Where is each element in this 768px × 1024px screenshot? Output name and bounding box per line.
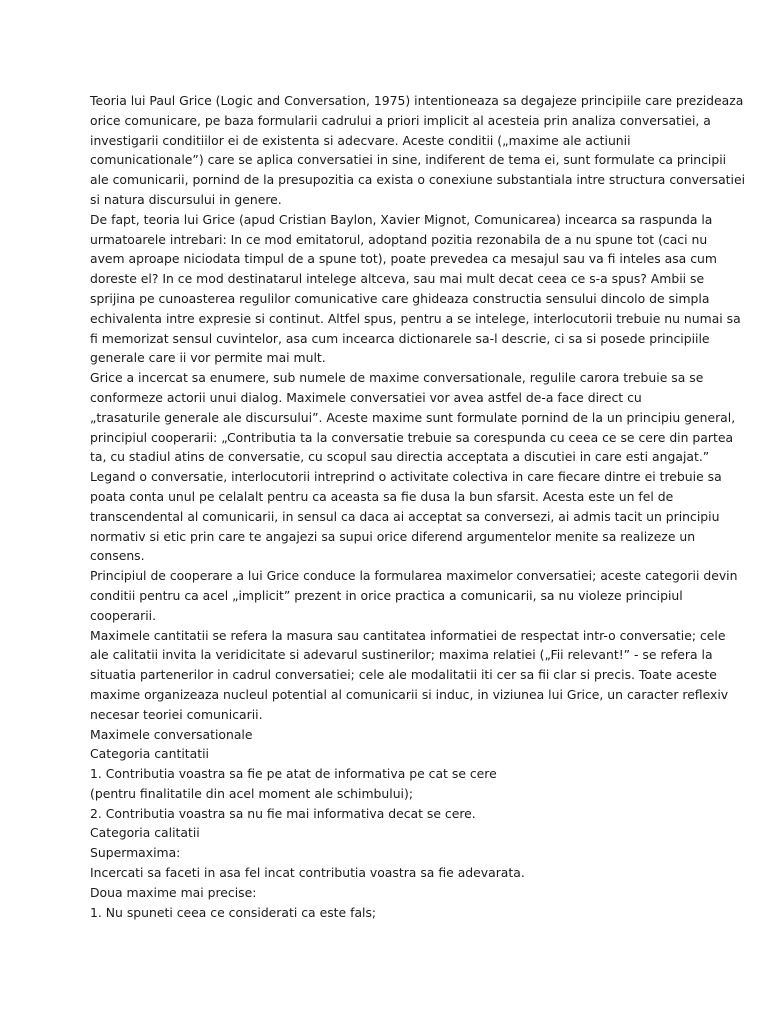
text-line: echivalenta intre expresie si continut. Altfel spus, pentru a se intelege, interlocutorii trebuie nu numai sa bbox=[90, 310, 741, 326]
text-line: Teoria lui Paul Grice (Logic and Conversation, 1975) intentioneaza sa degajeze principiile care prezideaza bbox=[90, 93, 744, 108]
text-line: transcendental al comunicarii, in sensul ca daca ai acceptat sa conversezi, ai admis tacit un principiu bbox=[90, 508, 720, 524]
text-line: poata conta unul pe celalalt pentru ca aceasta sa fie dusa la bun sfarsit. Acesta este un fel de bbox=[90, 488, 674, 504]
text-line: doreste el? In ce mod destinatarul intelege altceva, sau mai mult decat ceea ce s-a spus? Ambii se bbox=[90, 271, 705, 287]
text-line: Categoria cantitatii bbox=[90, 746, 209, 762]
text-line: Maximele cantitatii se refera la masura sau cantitatea informatiei de respectat intr-o conversatie; cele bbox=[90, 627, 726, 643]
text-line: comunicationale”) care se aplica conversatiei in sine, indiferent de tema ei, sunt formulate ca principii bbox=[90, 152, 727, 168]
text-line: „trasaturile generale ale discursului”. Aceste maxime sunt formulate pornind de la un principiu general, bbox=[90, 409, 736, 425]
text-line: si natura discursului in genere. bbox=[90, 191, 282, 207]
text-line: urmatoarele intrebari: In ce mod emitatorul, adoptand pozitia rezonabila de a nu spune tot (caci nu bbox=[90, 231, 708, 247]
text-line: necesar teoriei comunicarii. bbox=[90, 706, 263, 722]
text-line: avem aproape niciodata timpul de a spune tot), poate prevedea ca mesajul sau va fi inteles asa cum bbox=[90, 251, 717, 267]
text-line: maxime organizeaza nucleul potential al comunicarii si induc, in viziunea lui Grice, un caracter reflexiv bbox=[90, 686, 729, 702]
text-line: (pentru finalitatile din acel moment ale schimbului); bbox=[90, 785, 414, 801]
text-line: 2. Contributia voastra sa nu fie mai informativa decat se cere. bbox=[90, 805, 476, 821]
text-line: sprijina pe cunoasterea regulilor comunicative care ghideaza constructia sensului dincolo de simpla bbox=[90, 290, 710, 306]
text-line: Categoria calitatii bbox=[90, 825, 200, 841]
text-line: ta, cu stadiul atins de conversatie, cu scopul sau directia acceptata a discutiei in care esti angajat.” bbox=[90, 449, 710, 465]
text-line: Legand o conversatie, interlocutorii intreprind o activitate colectiva in care fiecare dintre ei trebuie sa bbox=[90, 469, 722, 485]
text-line: 1. Nu spuneti ceea ce considerati ca este fals; bbox=[90, 904, 377, 920]
text-line: ale calitatii invita la veridicitate si adevarul sustinerilor; maxima relatiei („Fii relevant!” - se refera la bbox=[90, 647, 713, 663]
text-line: conformeze actorii unui dialog. Maximele conversatiei vor avea astfel de-a face direct cu bbox=[90, 389, 642, 405]
text-line: situatia partenerilor in cadrul conversatiei; cele ale modalitatii iti cer sa fii clar si precis. Toate aceste bbox=[90, 667, 717, 683]
text-line: consens. bbox=[90, 548, 145, 564]
text-line: investigarii conditiilor ei de existenta si adecvare. Aceste conditii („maxime ale actiunii bbox=[90, 132, 631, 148]
document-body bbox=[90, 91, 746, 922]
text-line: Incercati sa faceti in asa fel incat contributia voastra sa fie adevarata. bbox=[90, 865, 525, 881]
text-line: cooperarii. bbox=[90, 607, 157, 623]
text-line: generale care ii vor permite mai mult. bbox=[90, 350, 326, 366]
text-line: 1. Contributia voastra sa fie pe atat de informativa pe cat se cere bbox=[90, 766, 497, 782]
text-line: orice comunicare, pe baza formularii cadrului a priori implicit al acesteia prin analiza conversatiei, a bbox=[90, 112, 711, 128]
text-line: Maximele conversationale bbox=[90, 726, 253, 742]
text-line: Principiul de cooperare a lui Grice conduce la formularea maximelor conversatiei; aceste categorii devin bbox=[90, 568, 738, 584]
text-line: Grice a incercat sa enumere, sub numele de maxime conversationale, regulile carora trebuie sa se bbox=[90, 370, 704, 386]
text-line: normativ si etic prin care te angajezi sa supui orice diferend argumentelor menite sa realizeze un bbox=[90, 528, 696, 544]
text-line: Supermaxima: bbox=[90, 845, 181, 861]
text-line: De fapt, teoria lui Grice (apud Cristian Baylon, Xavier Mignot, Comunicarea) incearca sa raspunda la bbox=[90, 211, 713, 227]
text-line: principiul cooperarii: „Contributia ta la conversatie trebuie sa corespunda cu ceea ce se cere din partea bbox=[90, 429, 734, 445]
text-line: fi memorizat sensul cuvintelor, asa cum incearca dictionarele sa-l descrie, ci sa si posede principiile bbox=[90, 330, 710, 346]
text-line: ale comunicarii, pornind de la presupozitia ca exista o conexiune substantiala intre structura conversatiei bbox=[90, 172, 746, 188]
text-line: conditii pentru ca acel „implicit” prezent in orice practica a comunicarii, sa nu violeze principiul bbox=[90, 587, 683, 603]
text-line: Doua maxime mai precise: bbox=[90, 884, 257, 900]
